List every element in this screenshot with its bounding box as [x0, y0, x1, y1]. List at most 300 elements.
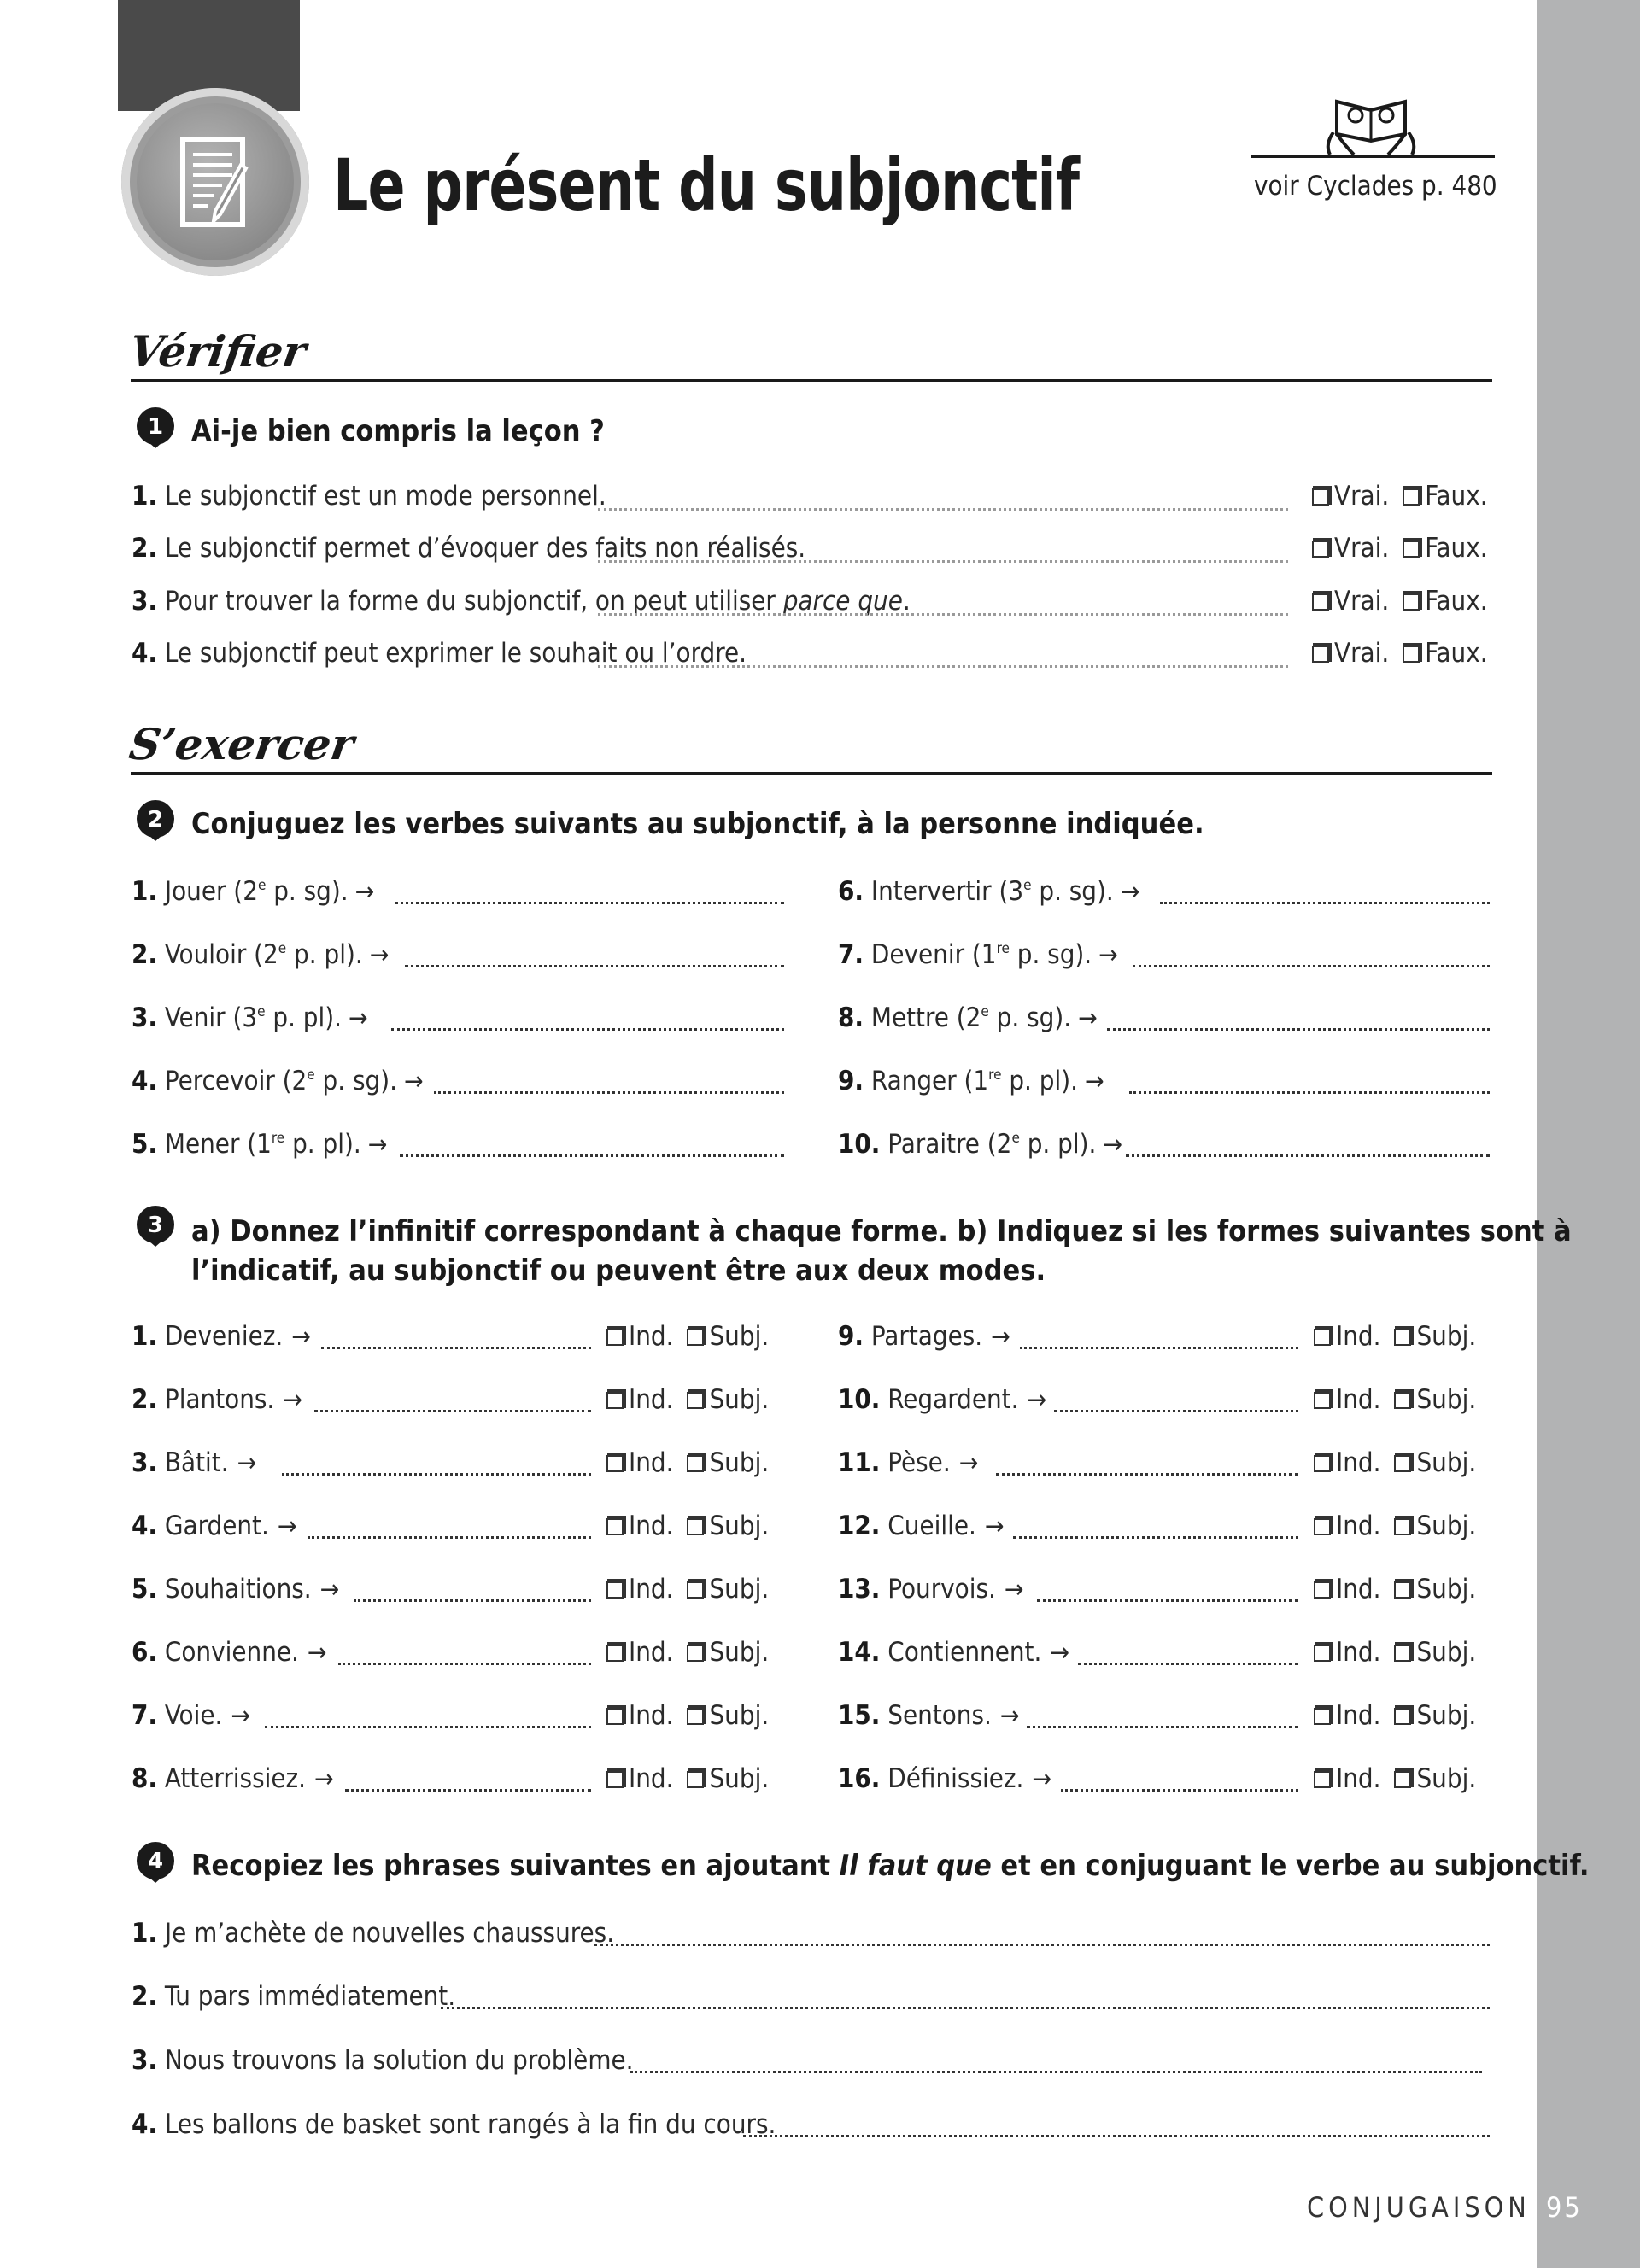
- page-number: 95: [1546, 2191, 1583, 2224]
- verb-form-item: [838, 1637, 1069, 1668]
- checkbox-icon[interactable]: [1312, 593, 1329, 611]
- answer-dotted-line[interactable]: [1027, 1726, 1298, 1728]
- person-text: p. pl).: [265, 1002, 342, 1033]
- checkbox-icon[interactable]: [1312, 646, 1329, 663]
- answer-dotted-line[interactable]: [400, 1154, 784, 1157]
- question-text: Le subjonctif permet d’évoquer des faits non réalisés.: [164, 533, 806, 564]
- checkbox-vrai[interactable]: [1312, 533, 1389, 564]
- verb-form: Cueille.: [887, 1511, 976, 1541]
- true-false-choices: [1298, 481, 1488, 511]
- answer-dotted-line[interactable]: [338, 1663, 591, 1665]
- checkbox-icon[interactable]: [1394, 1329, 1411, 1346]
- checkbox-icon[interactable]: [1394, 1581, 1411, 1599]
- checkbox-icon[interactable]: [606, 1771, 624, 1788]
- checkbox-label: Vrai.: [1334, 533, 1390, 564]
- arrow-right-icon: →: [1050, 1638, 1069, 1668]
- checkbox-label: Vrai.: [1334, 481, 1390, 511]
- conjugation-item: [132, 1066, 424, 1096]
- checkbox-label: Subj.: [1416, 1763, 1477, 1794]
- dotted-leader: [598, 508, 1288, 511]
- checkbox-faux[interactable]: [1403, 533, 1487, 564]
- sentence-text: Les ballons de basket sont rangés à la fin du cours.: [164, 2109, 776, 2140]
- checkbox-vrai[interactable]: [1312, 638, 1389, 669]
- answer-dotted-line[interactable]: [354, 1599, 591, 1602]
- verb-form-item: [132, 1511, 296, 1541]
- answer-dotted-line[interactable]: [1020, 1347, 1298, 1349]
- item-number: 10.: [838, 1384, 881, 1415]
- true-false-choices: [1298, 533, 1488, 564]
- checkbox-icon[interactable]: [606, 1518, 624, 1535]
- mode-choices: [593, 1637, 769, 1668]
- person-text: p. pl).: [284, 1129, 361, 1160]
- sentence-text: Je m’achète de nouvelles chaussures.: [164, 1918, 615, 1949]
- checkbox-subj[interactable]: [687, 1763, 769, 1794]
- checkbox-icon[interactable]: [1403, 541, 1420, 558]
- answer-dotted-line[interactable]: [345, 1789, 591, 1792]
- verb-form: Plantons.: [164, 1384, 275, 1415]
- exercise-number-badge: [133, 1840, 178, 1885]
- dotted-leader: [598, 560, 1288, 563]
- checkbox-subj[interactable]: [1394, 1763, 1476, 1794]
- verb-form-item: [838, 1447, 978, 1478]
- checkbox-ind[interactable]: [1314, 1763, 1380, 1794]
- answer-dotted-line[interactable]: [996, 1473, 1298, 1476]
- checkbox-subj[interactable]: [687, 1384, 769, 1415]
- arrow-right-icon: →: [1103, 1130, 1122, 1160]
- checkbox-icon[interactable]: [1394, 1455, 1411, 1472]
- item-number: 2.: [132, 533, 158, 564]
- checkbox-label: Subj.: [1416, 1321, 1477, 1352]
- item-number: 5.: [132, 1574, 158, 1605]
- checkbox-icon[interactable]: [606, 1329, 624, 1346]
- verb-form-item: [838, 1511, 1004, 1541]
- true-false-choices: [1298, 586, 1488, 617]
- verb-form: Souhaitions.: [164, 1574, 312, 1605]
- verb-form: Pourvois.: [887, 1574, 996, 1605]
- document-pencil-icon: [179, 136, 253, 230]
- checkbox-ind[interactable]: [606, 1637, 673, 1668]
- verb-text: Mener (1: [164, 1129, 272, 1160]
- item-number: 7.: [132, 1700, 158, 1731]
- item-number: 2.: [132, 939, 158, 970]
- checkbox-icon[interactable]: [1403, 646, 1420, 663]
- checkbox-icon[interactable]: [1394, 1708, 1411, 1725]
- answer-dotted-line[interactable]: [1160, 902, 1490, 904]
- checkbox-icon[interactable]: [1403, 488, 1420, 506]
- item-number: 6.: [838, 876, 864, 907]
- verb-form-item: [132, 1447, 256, 1478]
- item-number: 3.: [132, 1002, 158, 1033]
- checkbox-icon[interactable]: [606, 1708, 624, 1725]
- mode-choices: [1300, 1763, 1476, 1794]
- checkbox-label: Subj.: [709, 1321, 770, 1352]
- item-number: 7.: [838, 939, 864, 970]
- checkbox-label: Vrai.: [1334, 638, 1390, 669]
- verb-form-item: [132, 1763, 334, 1794]
- checkbox-label: Subj.: [709, 1637, 770, 1668]
- checkbox-icon[interactable]: [687, 1645, 704, 1662]
- checkbox-ind[interactable]: [1314, 1637, 1380, 1668]
- item-number: 2.: [132, 1384, 158, 1415]
- checkbox-label: Subj.: [1416, 1637, 1477, 1668]
- mode-choices: [1300, 1700, 1476, 1731]
- svg-text:1: 1: [147, 414, 164, 440]
- checkbox-label: Subj.: [1416, 1384, 1477, 1415]
- arrow-right-icon: →: [319, 1575, 340, 1605]
- reading-book-icon: [1251, 90, 1495, 160]
- verb-text: Devenir (1: [870, 939, 997, 970]
- answer-dotted-line[interactable]: [434, 1091, 784, 1094]
- exercise-3-title-line2: l’indicatif, au subjonctif ou peuvent être aux deux modes.: [191, 1254, 1046, 1288]
- answer-dotted-line[interactable]: [282, 1473, 591, 1476]
- question-row: [132, 638, 747, 669]
- checkbox-icon[interactable]: [687, 1392, 704, 1409]
- answer-dotted-line[interactable]: [314, 1410, 591, 1412]
- person-suffix: e: [981, 1003, 989, 1020]
- mode-choices: [593, 1574, 769, 1605]
- checkbox-icon[interactable]: [1314, 1645, 1331, 1662]
- checkbox-label: Ind.: [1336, 1447, 1381, 1478]
- checkbox-ind[interactable]: [606, 1763, 673, 1794]
- arrow-right-icon: →: [984, 1511, 1004, 1541]
- checkbox-label: Ind.: [629, 1637, 674, 1668]
- conjugation-item: [132, 1002, 368, 1033]
- item-number: 4.: [132, 638, 158, 669]
- item-number: 1.: [132, 481, 158, 511]
- arrow-right-icon: →: [1084, 1067, 1104, 1096]
- answer-dotted-line[interactable]: [395, 902, 784, 904]
- mode-choices: [1300, 1447, 1476, 1478]
- checkbox-label: Subj.: [1416, 1511, 1477, 1541]
- verb-form-item: [132, 1700, 250, 1731]
- checkbox-subj[interactable]: [1394, 1637, 1476, 1668]
- checkbox-icon[interactable]: [1312, 541, 1329, 558]
- checkbox-icon[interactable]: [1314, 1392, 1331, 1409]
- person-text: p. sg).: [266, 876, 348, 907]
- checkbox-icon[interactable]: [1394, 1518, 1411, 1535]
- answer-dotted-line[interactable]: [1054, 1410, 1298, 1412]
- checkbox-vrai[interactable]: [1312, 481, 1389, 511]
- section-rule: [131, 772, 1492, 775]
- answer-dotted-line[interactable]: [1129, 1091, 1490, 1094]
- answer-dotted-line[interactable]: [265, 1726, 591, 1728]
- checkbox-ind[interactable]: [606, 1321, 673, 1352]
- item-number: 14.: [838, 1637, 881, 1668]
- checkbox-icon[interactable]: [687, 1455, 704, 1472]
- checkbox-label: Subj.: [709, 1574, 770, 1605]
- checkbox-label: Vrai.: [1334, 586, 1390, 617]
- verb-form: Bâtit.: [164, 1447, 229, 1478]
- checkbox-label: Subj.: [1416, 1447, 1477, 1478]
- conjugation-item: [838, 1129, 1122, 1160]
- checkbox-icon[interactable]: [606, 1645, 624, 1662]
- checkbox-label: Ind.: [1336, 1700, 1381, 1731]
- person-text: p. sg).: [1031, 876, 1114, 907]
- item-number: 3.: [132, 586, 158, 617]
- answer-dotted-line[interactable]: [321, 1347, 591, 1349]
- item-number: 3.: [132, 2045, 158, 2076]
- checkbox-label: Ind.: [1336, 1637, 1381, 1668]
- answer-dotted-line[interactable]: [1061, 1789, 1298, 1792]
- arrow-right-icon: →: [354, 877, 375, 907]
- verb-text: Mettre (2: [870, 1002, 981, 1033]
- checkbox-subj[interactable]: [687, 1700, 769, 1731]
- answer-dotted-line[interactable]: [391, 1028, 784, 1031]
- section-heading-exercer: S’exercer: [126, 719, 358, 769]
- checkbox-ind[interactable]: [1314, 1574, 1380, 1605]
- checkbox-ind[interactable]: [1314, 1384, 1380, 1415]
- answer-dotted-line[interactable]: [1037, 1599, 1298, 1602]
- conjugation-item: [838, 939, 1118, 970]
- sentence-text: Tu pars immédiatement.: [164, 1981, 456, 2012]
- checkbox-subj[interactable]: [1394, 1321, 1476, 1352]
- checkbox-icon[interactable]: [687, 1581, 704, 1599]
- verb-text: Ranger (1: [870, 1066, 989, 1096]
- checkbox-icon[interactable]: [1314, 1455, 1331, 1472]
- person-text: p. sg).: [988, 1002, 1072, 1033]
- answer-dotted-line[interactable]: [1078, 1663, 1298, 1665]
- answer-dotted-line[interactable]: [743, 2135, 1490, 2137]
- verb-form-item: [838, 1574, 1024, 1605]
- answer-dotted-line[interactable]: [1013, 1536, 1298, 1539]
- answer-dotted-line[interactable]: [441, 2007, 1490, 2009]
- exercise-number-badge: [133, 1204, 178, 1248]
- verb-form: Pèse.: [887, 1447, 951, 1478]
- checkbox-subj[interactable]: [1394, 1700, 1476, 1731]
- person-suffix: e: [278, 940, 287, 957]
- verb-text: Jouer (2: [164, 876, 258, 907]
- person-text: p. sg).: [314, 1066, 397, 1096]
- verb-form: Partages.: [870, 1321, 983, 1352]
- checkbox-vrai[interactable]: [1312, 586, 1389, 617]
- item-number: 16.: [838, 1763, 881, 1794]
- arrow-right-icon: →: [1120, 877, 1140, 907]
- verb-text: Intervertir (3: [870, 876, 1024, 907]
- checkbox-ind[interactable]: [606, 1447, 673, 1478]
- checkbox-label: Subj.: [709, 1763, 770, 1794]
- question-emphasis: parce que: [782, 586, 903, 617]
- checkbox-label: Subj.: [1416, 1700, 1477, 1731]
- checkbox-subj[interactable]: [1394, 1447, 1476, 1478]
- checkbox-icon[interactable]: [1394, 1392, 1411, 1409]
- checkbox-ind[interactable]: [1314, 1321, 1380, 1352]
- arrow-right-icon: →: [369, 940, 390, 970]
- arrow-right-icon: →: [367, 1130, 388, 1160]
- question-row: [132, 533, 805, 564]
- question-row: [132, 481, 606, 511]
- verb-form-item: [838, 1384, 1046, 1415]
- arrow-right-icon: →: [314, 1764, 334, 1794]
- person-suffix: e: [307, 1067, 315, 1084]
- verb-form-item: [838, 1700, 1020, 1731]
- sentence-item: [132, 2045, 634, 2076]
- item-number: 5.: [132, 1129, 158, 1160]
- checkbox-ind[interactable]: [606, 1700, 673, 1731]
- checkbox-label: Subj.: [709, 1384, 770, 1415]
- item-number: 4.: [132, 1066, 158, 1096]
- checkbox-faux[interactable]: [1403, 481, 1487, 511]
- item-number: 15.: [838, 1700, 881, 1731]
- checkbox-label: Faux.: [1425, 533, 1488, 564]
- conjugation-item: [838, 1066, 1104, 1096]
- answer-dotted-line[interactable]: [630, 2071, 1482, 2073]
- checkbox-icon[interactable]: [687, 1708, 704, 1725]
- item-number: 4.: [132, 2109, 158, 2140]
- conjugation-item: [132, 876, 374, 907]
- checkbox-label: Ind.: [629, 1447, 674, 1478]
- person-suffix: re: [996, 940, 1010, 957]
- checkbox-faux[interactable]: [1403, 586, 1487, 617]
- person-suffix: e: [257, 1003, 266, 1020]
- arrow-right-icon: →: [237, 1448, 257, 1478]
- checkbox-icon[interactable]: [1394, 1645, 1411, 1662]
- item-number: 1.: [132, 876, 158, 907]
- checkbox-subj[interactable]: [687, 1447, 769, 1478]
- arrow-right-icon: →: [1078, 1003, 1098, 1033]
- arrow-right-icon: →: [403, 1067, 424, 1096]
- conjugation-item: [132, 939, 389, 970]
- exercise-3-title-line1: a) Donnez l’infinitif correspondant à chaque forme. b) Indiquez si les formes suivantes sont à: [191, 1214, 1572, 1248]
- true-false-choices: [1298, 638, 1488, 669]
- checkbox-icon[interactable]: [687, 1518, 704, 1535]
- checkbox-icon[interactable]: [1312, 488, 1329, 506]
- textbook-reference: voir Cyclades p. 480: [1254, 171, 1497, 202]
- checkbox-subj[interactable]: [1394, 1574, 1476, 1605]
- exercise-4-title: Recopiez les phrases suivantes en ajoutant Il faut que et en conjuguant le verbe au subjonctif.: [191, 1849, 1590, 1883]
- checkbox-icon[interactable]: [1314, 1329, 1331, 1346]
- checkbox-icon[interactable]: [606, 1581, 624, 1599]
- question-punct: .: [902, 586, 911, 617]
- verb-form: Voie.: [164, 1700, 223, 1731]
- section-heading-verifier: Vérifier: [126, 326, 310, 377]
- checkbox-icon[interactable]: [687, 1771, 704, 1788]
- verb-form: Sentons.: [887, 1700, 992, 1731]
- mode-choices: [1300, 1511, 1476, 1541]
- svg-text:2: 2: [147, 807, 164, 833]
- person-text: p. pl).: [1001, 1066, 1078, 1096]
- answer-dotted-line[interactable]: [594, 1944, 1490, 1946]
- item-number: 1.: [132, 1321, 158, 1352]
- dotted-leader: [598, 613, 1288, 616]
- checkbox-label: Ind.: [629, 1384, 674, 1415]
- verb-form: Regardent.: [887, 1384, 1019, 1415]
- checkbox-label: Subj.: [709, 1447, 770, 1478]
- sentence-item: [132, 1981, 455, 2012]
- mode-choices: [593, 1321, 769, 1352]
- checkbox-icon[interactable]: [1314, 1518, 1331, 1535]
- verb-form-item: [132, 1384, 302, 1415]
- arrow-right-icon: →: [231, 1701, 250, 1731]
- answer-dotted-line[interactable]: [1107, 1028, 1490, 1031]
- checkbox-label: Ind.: [629, 1763, 674, 1794]
- mode-choices: [1300, 1637, 1476, 1668]
- checkbox-icon[interactable]: [1394, 1771, 1411, 1788]
- verb-form: Définissiez.: [887, 1763, 1024, 1794]
- mode-choices: [1300, 1574, 1476, 1605]
- person-text: p. sg).: [1009, 939, 1092, 970]
- person-suffix: e: [257, 877, 266, 894]
- arrow-right-icon: →: [1098, 940, 1118, 970]
- verb-text: Vouloir (2: [164, 939, 278, 970]
- exercise-2-title: Conjuguez les verbes suivants au subjonctif, à la personne indiquée.: [191, 807, 1204, 841]
- checkbox-subj[interactable]: [687, 1321, 769, 1352]
- item-number: 6.: [132, 1637, 158, 1668]
- answer-dotted-line[interactable]: [1133, 965, 1490, 967]
- checkbox-subj[interactable]: [687, 1574, 769, 1605]
- mode-choices: [1300, 1384, 1476, 1415]
- checkbox-ind[interactable]: [606, 1511, 673, 1541]
- checkbox-ind[interactable]: [1314, 1511, 1380, 1541]
- item-number: 2.: [132, 1981, 158, 2012]
- checkbox-icon[interactable]: [1314, 1708, 1331, 1725]
- checkbox-label: Ind.: [1336, 1574, 1381, 1605]
- mode-choices: [593, 1700, 769, 1731]
- item-number: 9.: [838, 1066, 864, 1096]
- checkbox-icon[interactable]: [1314, 1581, 1331, 1599]
- svg-text:3: 3: [147, 1213, 164, 1238]
- verb-form: Deveniez.: [164, 1321, 284, 1352]
- mode-choices: [593, 1447, 769, 1478]
- person-text: p. pl).: [1019, 1129, 1097, 1160]
- checkbox-icon[interactable]: [1314, 1771, 1331, 1788]
- checkbox-icon[interactable]: [687, 1329, 704, 1346]
- sentence-item: [132, 2109, 776, 2140]
- person-suffix: re: [271, 1130, 285, 1147]
- exercise-1-title: Ai-je bien compris la leçon ?: [191, 414, 605, 448]
- checkbox-ind[interactable]: [606, 1384, 673, 1415]
- verb-form-item: [132, 1321, 311, 1352]
- page-side-bar: [1537, 0, 1640, 2268]
- checkbox-label: Subj.: [709, 1700, 770, 1731]
- arrow-right-icon: →: [283, 1385, 302, 1415]
- item-number: 1.: [132, 1918, 158, 1949]
- checkbox-ind[interactable]: [606, 1574, 673, 1605]
- item-number: 12.: [838, 1511, 881, 1541]
- verb-form: Gardent.: [164, 1511, 269, 1541]
- arrow-right-icon: →: [1004, 1575, 1024, 1605]
- answer-dotted-line[interactable]: [1126, 1154, 1490, 1157]
- checkbox-icon[interactable]: [606, 1392, 624, 1409]
- checkbox-subj[interactable]: [1394, 1511, 1476, 1541]
- mode-choices: [1300, 1321, 1476, 1352]
- checkbox-faux[interactable]: [1403, 638, 1487, 669]
- checkbox-label: Ind.: [1336, 1321, 1381, 1352]
- checkbox-icon[interactable]: [606, 1455, 624, 1472]
- checkbox-ind[interactable]: [1314, 1447, 1380, 1478]
- verb-form: Atterrissiez.: [164, 1763, 307, 1794]
- item-number: 10.: [838, 1129, 881, 1160]
- answer-dotted-line[interactable]: [405, 965, 784, 967]
- checkbox-label: Ind.: [629, 1321, 674, 1352]
- chapter-badge: [121, 88, 309, 276]
- verb-text: Venir (3: [164, 1002, 258, 1033]
- person-suffix: re: [988, 1067, 1002, 1084]
- svg-text:4: 4: [147, 1849, 164, 1874]
- checkbox-subj[interactable]: [687, 1511, 769, 1541]
- checkbox-ind[interactable]: [1314, 1700, 1380, 1731]
- checkbox-subj[interactable]: [687, 1637, 769, 1668]
- answer-dotted-line[interactable]: [308, 1536, 591, 1539]
- item-number: 4.: [132, 1511, 158, 1541]
- checkbox-label: Ind.: [629, 1511, 674, 1541]
- checkbox-subj[interactable]: [1394, 1384, 1476, 1415]
- checkbox-label: Ind.: [1336, 1763, 1381, 1794]
- arrow-right-icon: →: [348, 1003, 368, 1033]
- checkbox-icon[interactable]: [1403, 593, 1420, 611]
- sentence-text: Nous trouvons la solution du problème.: [164, 2045, 634, 2076]
- conjugation-item: [838, 1002, 1098, 1033]
- checkbox-label: Ind.: [1336, 1384, 1381, 1415]
